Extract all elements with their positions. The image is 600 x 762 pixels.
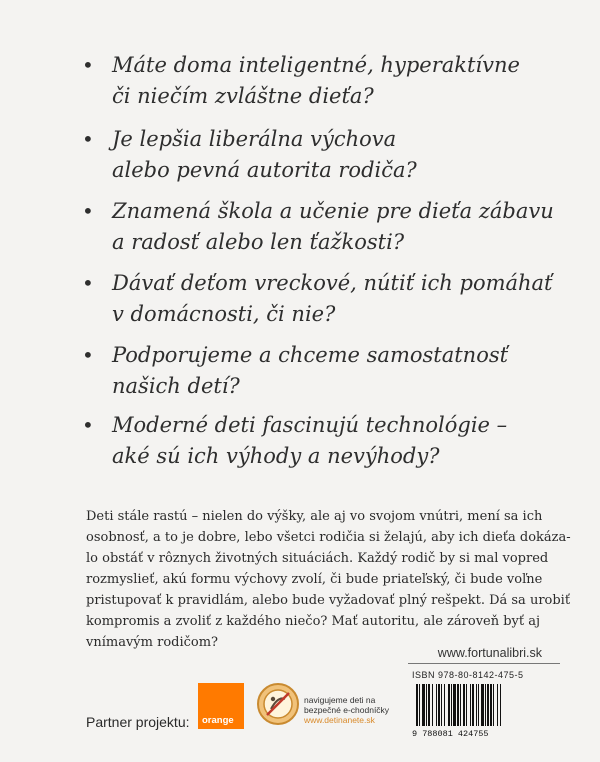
barcode-bar	[466, 684, 467, 726]
question-line: a radosť alebo len ťažkosti?	[112, 230, 405, 254]
barcode-bar	[416, 684, 418, 726]
question-item	[82, 268, 566, 330]
barcode-bar	[451, 684, 452, 726]
barcode-bars	[416, 684, 501, 726]
isbn-label: ISBN 978-80-8142-475-5	[412, 670, 524, 680]
barcode-bar	[470, 684, 471, 726]
question-line: Máte doma inteligentné, hyperaktívne	[112, 53, 520, 77]
blurb-line: Deti stále rastú – nielen do výšky, ale aj vo svojom vnútri, mení sa ich	[86, 509, 543, 524]
orange-logo-text: orange	[202, 715, 234, 726]
question-line: našich detí?	[112, 374, 240, 398]
question-line: alebo pevná autorita rodiča?	[112, 158, 417, 182]
question-line: či niečím zvláštne dieťa?	[112, 84, 374, 108]
question-item	[82, 196, 566, 258]
barcode-bar	[436, 684, 437, 726]
question-line: Je lepšia liberálna výchova	[112, 127, 397, 151]
blurb-line: vnímavým rodičom?	[86, 635, 219, 650]
question-line: Podporujeme a chceme samostatnosť	[112, 343, 509, 367]
blurb-paragraph	[86, 506, 571, 653]
question-line: v domácnosti, či nie?	[112, 302, 336, 326]
publisher-website[interactable]: www.fortunalibri.sk	[437, 646, 542, 660]
bullet: •	[82, 199, 94, 223]
bullet: •	[82, 53, 94, 77]
barcode-bar	[478, 684, 479, 726]
barcode-bar	[497, 684, 498, 726]
barcode-bar	[457, 684, 459, 726]
barcode-bar	[485, 684, 486, 726]
barcode-bar	[432, 684, 433, 726]
blurb-line: kompromis a zvoliť z každého niečo? Mať autoritu, ale zároveň byť aj	[86, 614, 541, 629]
question-item	[82, 410, 566, 472]
partner-label: Partner projektu:	[86, 714, 190, 730]
detinanete-tagline	[304, 695, 389, 725]
barcode-bar	[472, 684, 474, 726]
barcode-bar	[490, 684, 492, 726]
dn-line: bezpečné e-chodníčky	[304, 705, 390, 715]
barcode-bar	[476, 684, 477, 726]
barcode-bar	[438, 684, 440, 726]
bullet: •	[82, 343, 94, 367]
barcode-bar	[500, 684, 501, 726]
barcode-bar	[481, 684, 484, 726]
dn-url[interactable]: www.detinanete.sk	[304, 715, 375, 725]
question-item	[82, 124, 566, 186]
question-line: Moderné deti fascinujú technológie –	[112, 413, 508, 437]
barcode-bar	[428, 684, 430, 726]
detinanete-logo	[256, 682, 300, 726]
question-item	[82, 50, 566, 112]
blurb-line: lo obstáť v rôznych životných situáciách. Každý rodič by si mal vopred	[86, 551, 549, 566]
barcode-bar	[463, 684, 465, 726]
barcode-digits: 9 788081 424755	[412, 729, 489, 738]
bullet: •	[82, 127, 94, 151]
barcode-bar	[444, 684, 445, 726]
dn-line: navigujeme deti na	[304, 695, 376, 705]
divider	[408, 663, 560, 664]
barcode-bar	[493, 684, 494, 726]
barcode-bar	[453, 684, 456, 726]
orange-logo	[198, 683, 244, 729]
bullet: •	[82, 413, 94, 437]
barcode-bar	[426, 684, 427, 726]
barcode-bar	[448, 684, 450, 726]
blurb-line: osobnosť, a to je dobre, lebo všetci rodičia si želajú, aby ich dieťa dokáza-	[86, 530, 571, 545]
barcode	[410, 682, 560, 738]
barcode-bar	[422, 684, 425, 726]
question-line: Dávať deťom vreckové, nútiť ich pomáhať	[112, 271, 553, 295]
barcode-bar	[441, 684, 442, 726]
question-line: aké sú ich výhody a nevýhody?	[112, 444, 440, 468]
question-line: Znamená škola a učenie pre dieťa zábavu	[112, 199, 554, 223]
question-item	[82, 340, 566, 402]
blurb-line: rozmyslieť, akú formu výchovy zvolí, či bude priateľský, či bude voľne	[86, 572, 543, 587]
blurb-line: pristupovať k pravidlám, alebo bude vyžadovať plný rešpekt. Dá sa urobiť	[86, 593, 571, 608]
barcode-bar	[419, 684, 420, 726]
bullet: •	[82, 271, 94, 295]
barcode-bar	[487, 684, 489, 726]
barcode-bar	[460, 684, 461, 726]
